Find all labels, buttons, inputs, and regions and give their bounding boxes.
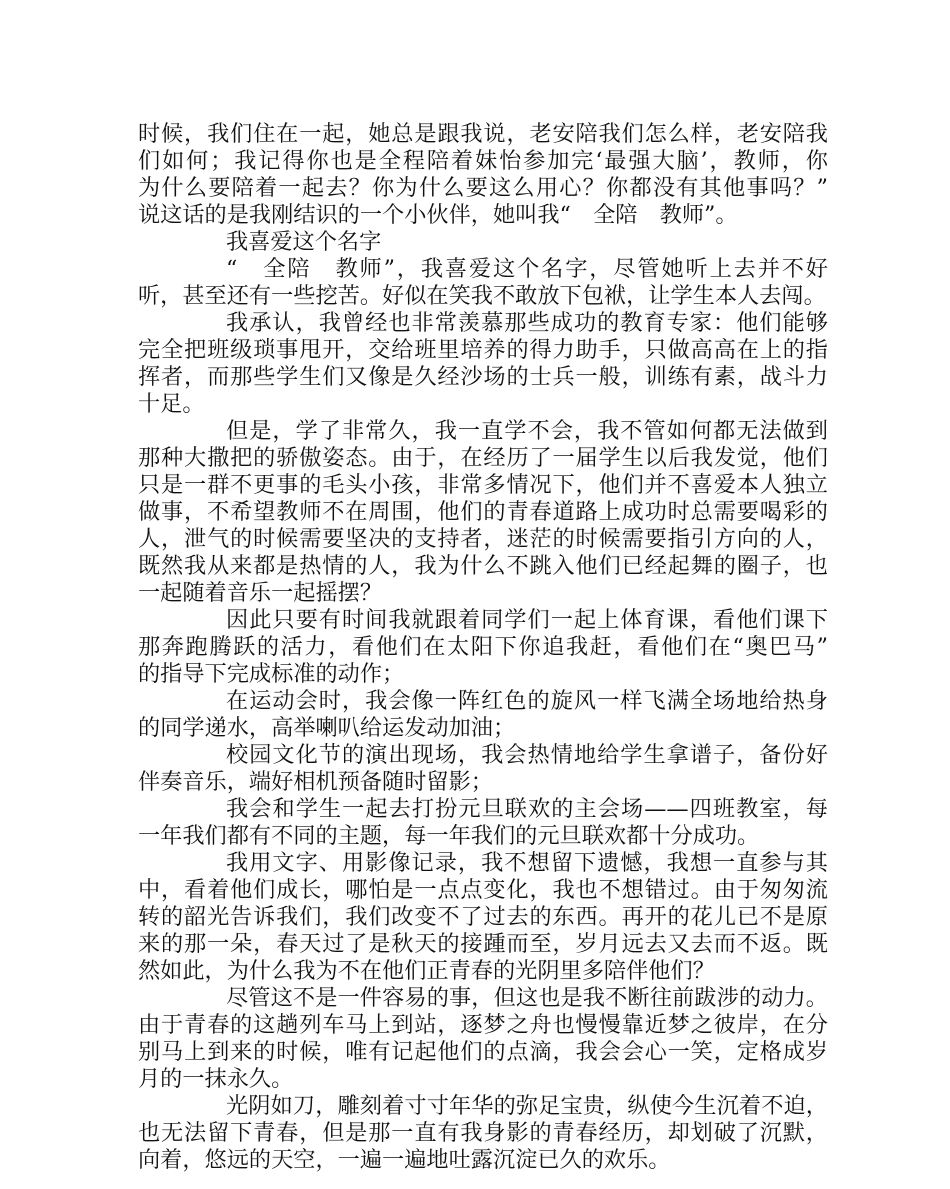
- text-line: 转的韶光告诉我们，我们改变不了过去的东西。再开的花儿已不是原: [138, 904, 828, 930]
- text-line: 别马上到来的时候，唯有记起他们的点滴，我会会心一笑，定格成岁: [138, 1039, 828, 1065]
- text-line: 十足。: [138, 391, 205, 417]
- text-line: 的指导下完成标准的动作；: [138, 661, 405, 687]
- text-line: 伴奏音乐，端好相机预备随时留影；: [138, 769, 493, 795]
- text-line: 然如此，为什么我为不在他们正青春的光阴里多陪伴他们？: [138, 958, 715, 984]
- text-line: 为什么要陪着一起去？你为什么要这么用心？你都没有其他事吗？”: [138, 175, 828, 201]
- text-line: 我会和学生一起去打扮元旦联欢的主会场——四班教室，每: [226, 796, 828, 822]
- text-line: 我用文字、用影像记录，我不想留下遗憾，我想一直参与其: [226, 850, 828, 876]
- document-body: [138, 121, 828, 1174]
- text-line: 尽管这不是一件容易的事，但这也是我不断往前跋涉的动力。: [226, 985, 828, 1011]
- text-line: 时候，我们住在一起，她总是跟我说，老安陪我们怎么样，老安陪我: [138, 121, 828, 147]
- text-line: 人，泄气的时候需要坚决的支持者，迷茫的时候需要指引方向的人，: [138, 526, 828, 552]
- text-line: 中，看着他们成长，哪怕是一点点变化，我也不想错过。由于匆匆流: [138, 877, 828, 903]
- text-line: 来的那一朵，春天过了是秋天的接踵而至，岁月远去又去而不返。既: [138, 931, 828, 957]
- text-line: 但是，学了非常久，我一直学不会，我不管如何都无法做到: [226, 418, 828, 444]
- text-line: 那奔跑腾跃的活力，看他们在太阳下你追我赶，看他们在“奥巴马”: [138, 634, 828, 660]
- text-line: 只是一群不更事的毛头小孩，非常多情况下，他们并不喜爱本人独立: [138, 472, 828, 498]
- text-line: 听，甚至还有一些挖苦。好似在笑我不敢放下包袱，让学生本人去闯。: [138, 283, 826, 309]
- text-line: 做事，不希望教师不在周围，他们的青春道路上成功时总需要喝彩的: [138, 499, 828, 525]
- text-line: 在运动会时，我会像一阵红色的旋风一样飞满全场地给热身: [226, 688, 828, 714]
- text-line: 挥者，而那些学生们又像是久经沙场的士兵一般，训练有素，战斗力: [138, 364, 828, 390]
- text-line: 月的一抹永久。: [138, 1066, 294, 1092]
- text-line: 的同学递水，高举喇叭给运发动加油；: [138, 715, 516, 741]
- text-line: 完全把班级琐事甩开，交给班里培养的得力助手，只做高高在上的指: [138, 337, 828, 363]
- text-line: 那种大撒把的骄傲姿态。由于，在经历了一届学生以后我发觉，他们: [138, 445, 828, 471]
- text-line: 也无法留下青春，但是那一直有我身影的青春经历，却划破了沉默，: [138, 1120, 828, 1146]
- text-line: 因此只要有时间我就跟着同学们一起上体育课，看他们课下: [226, 607, 828, 633]
- text-line: 们如何；我记得你也是全程陪着妹怡参加完‘最强大脑’，教师，你: [138, 148, 828, 174]
- text-line: 我承认，我曾经也非常羡慕那些成功的教育专家：他们能够: [226, 310, 828, 336]
- text-line: “ 全陪 教师”，我喜爱这个名字，尽管她听上去并不好: [226, 256, 828, 282]
- text-line: 说这话的是我刚结识的一个小伙伴，她叫我“ 全陪 教师”。: [138, 202, 738, 228]
- text-line: 一起随着音乐一起摇摆？: [138, 580, 383, 606]
- text-line: 校园文化节的演出现场，我会热情地给学生拿谱子，备份好: [226, 742, 828, 768]
- text-line: 光阴如刀，雕刻着寸寸年华的弥足宝贵，纵使今生沉着不迫，: [226, 1093, 828, 1119]
- text-line: 一年我们都有不同的主题，每一年我们的元旦联欢都十分成功。: [138, 823, 760, 849]
- text-line: 既然我从来都是热情的人，我为什么不跳入他们已经起舞的圈子，也: [138, 553, 828, 579]
- text-line: 向着，悠远的天空，一遍一遍地吐露沉淀已久的欢乐。: [138, 1147, 671, 1173]
- text-line: 由于青春的这趟列车马上到站，逐梦之舟也慢慢靠近梦之彼岸，在分: [138, 1012, 828, 1038]
- text-line: 我喜爱这个名字: [226, 229, 382, 255]
